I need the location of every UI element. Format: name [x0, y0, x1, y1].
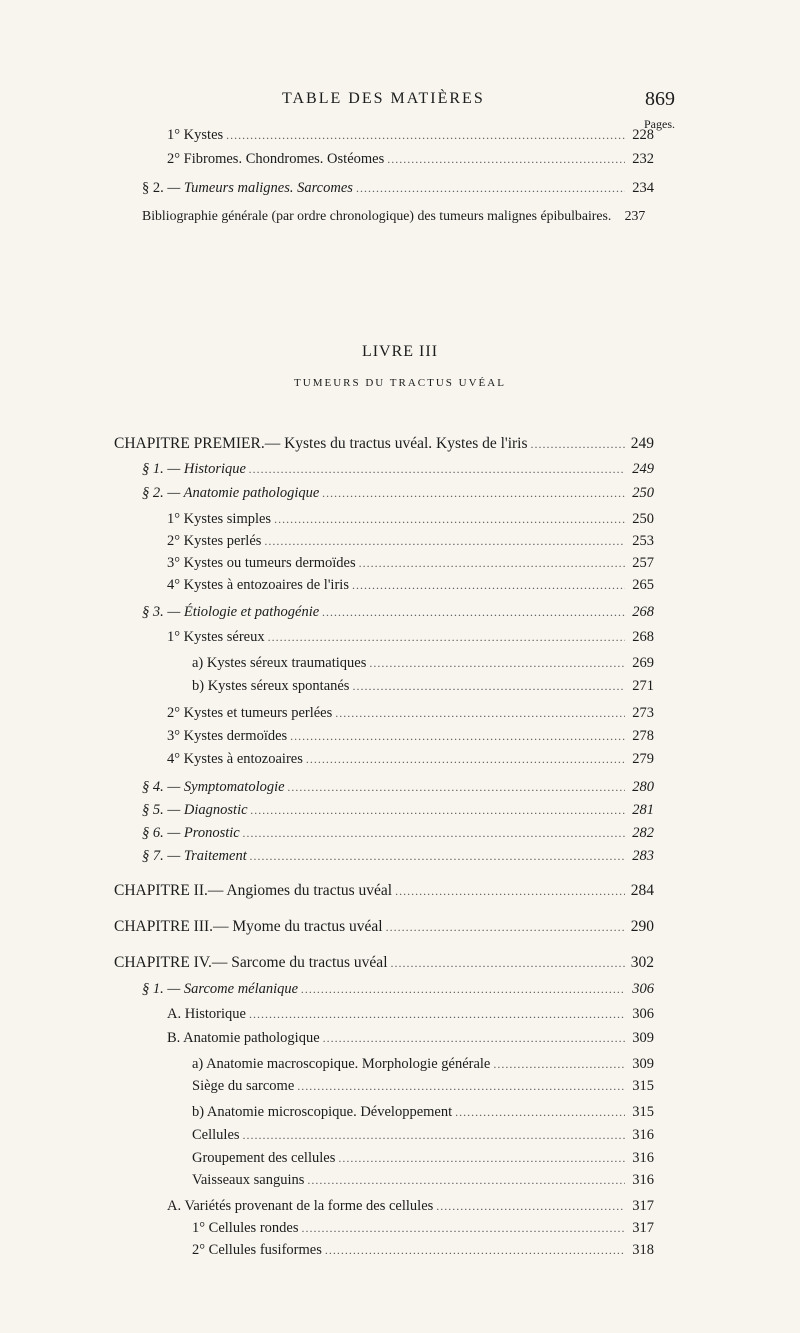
toc-entry-page: 250	[632, 485, 654, 501]
toc-entry-page: 253	[632, 533, 654, 549]
toc-entry-label: 3° Kystes ou tumeurs dermoïdes	[167, 555, 356, 571]
leader-dots	[369, 656, 625, 671]
leader-dots	[250, 849, 625, 864]
toc-entry-page: 317	[632, 1220, 654, 1236]
page-number: 869	[645, 88, 675, 110]
toc-entry-page: 315	[632, 1104, 654, 1120]
toc-entry-label: 2° Cellules fusiformes	[192, 1242, 322, 1258]
leader-dots	[264, 534, 625, 549]
toc-entry	[192, 1056, 654, 1073]
toc-entry-page: 316	[632, 1127, 654, 1143]
toc-entry-label: A. Historique	[167, 1006, 246, 1022]
toc-entry-page: 249	[632, 461, 654, 477]
toc-entry-label: CHAPITRE III.— Myome du tractus uvéal	[114, 918, 383, 935]
toc-entry-label: a) Anatomie macroscopique. Morphologie générale	[192, 1056, 491, 1072]
toc-entry-label: 1° Kystes	[167, 127, 224, 143]
leader-dots	[249, 1007, 625, 1022]
section-entry	[142, 461, 654, 478]
toc-entry	[167, 555, 654, 572]
toc-entry-page: 228	[632, 127, 654, 143]
toc-entry-label: 4° Kystes à entozoaires de l'iris	[167, 577, 349, 593]
leader-dots	[301, 982, 625, 997]
toc-entry-page: 281	[632, 802, 654, 818]
toc-entry	[192, 1104, 654, 1121]
toc-entry-page: 237	[624, 208, 646, 223]
toc-entry	[167, 577, 654, 594]
leader-dots	[359, 556, 625, 571]
leader-dots	[455, 1105, 625, 1120]
toc-entry-page: 318	[632, 1242, 654, 1258]
leader-dots	[531, 437, 625, 452]
toc-entry-page: 306	[632, 1006, 654, 1022]
leader-dots	[352, 679, 625, 694]
toc-entry-label: CHAPITRE II.— Angiomes du tractus uvéal	[114, 882, 393, 899]
page-header	[0, 88, 800, 112]
running-title: TABLE DES MATIÈRES	[282, 90, 485, 107]
toc-entry	[167, 151, 654, 168]
toc-entry	[167, 751, 654, 768]
toc-entry-label: § 1. — Sarcome mélanique	[142, 981, 299, 997]
toc-entry-label: § 4. — Symptomatologie	[142, 779, 285, 795]
toc-entry-page: 249	[630, 435, 654, 452]
leader-dots	[297, 1079, 625, 1094]
toc-entry	[192, 655, 654, 672]
toc-entry-page: 309	[632, 1030, 654, 1046]
toc-entry-page: 268	[632, 629, 654, 645]
toc-entry-label	[142, 180, 353, 197]
leader-dots	[268, 630, 625, 645]
book-title: LIVRE III	[361, 343, 439, 360]
book-subtitle: TUMEURS DU TRACTUS UVÉAL	[294, 377, 506, 389]
leader-dots	[493, 1057, 625, 1072]
toc-entry-page: 269	[632, 655, 654, 671]
toc-entry-label: a) Kystes séreux traumatiques	[192, 655, 367, 671]
toc-entry-label: 1° Kystes simples	[167, 511, 272, 527]
toc-entry	[192, 1150, 654, 1167]
toc-entry-page: 290	[630, 918, 654, 935]
toc-entry	[167, 705, 654, 722]
section-entry	[142, 825, 654, 842]
pages-column-label: Pages.	[644, 117, 675, 131]
section-entry	[142, 604, 654, 621]
toc-entry-page: 257	[632, 555, 654, 571]
leader-dots	[226, 128, 625, 143]
section-entry	[142, 981, 654, 998]
toc-entry-page: 280	[632, 779, 654, 795]
toc-entry-label: 1° Cellules rondes	[192, 1220, 299, 1236]
toc-entry	[192, 1078, 654, 1095]
toc-entry-page: 232	[632, 151, 654, 167]
leader-dots	[436, 1199, 625, 1214]
toc-entry-label: § 1. — Historique	[142, 461, 246, 477]
toc-entry-page: 250	[632, 511, 654, 527]
leader-dots	[386, 920, 625, 935]
leader-dots	[249, 462, 625, 477]
toc-entry-page: 315	[632, 1078, 654, 1094]
toc-entry	[167, 629, 654, 646]
chapter-entry	[114, 918, 654, 936]
toc-entry-label: 3° Kystes dermoïdes	[167, 728, 288, 744]
leader-dots	[322, 486, 625, 501]
section-title: — Tumeurs malignes. Sarcomes	[167, 180, 353, 196]
toc-entry-label: B. Anatomie pathologique	[167, 1030, 320, 1046]
toc-entry-page: 271	[632, 678, 654, 694]
toc-entry-label: § 6. — Pronostic	[142, 825, 240, 841]
section-entry	[142, 485, 654, 502]
toc-entry	[192, 678, 654, 695]
toc-entry	[167, 511, 654, 528]
chapter-entry	[114, 435, 654, 453]
leader-dots	[322, 605, 625, 620]
toc-entry	[167, 728, 654, 745]
leader-dots	[290, 729, 625, 744]
toc-entry-label: Groupement des cellules	[192, 1150, 336, 1166]
toc-entry-label: § 3. — Étiologie et pathogénie	[142, 604, 320, 620]
toc-entry-label: CHAPITRE IV.— Sarcome du tractus uvéal	[114, 954, 388, 971]
toc-entry-label: Bibliographie générale (par ordre chronologique) des tumeurs malignes épibulbaires.	[142, 208, 612, 223]
toc-entry-label: 1° Kystes séreux	[167, 629, 265, 645]
leader-dots	[301, 1221, 625, 1236]
chapter-entry	[114, 882, 654, 900]
toc-entry	[167, 1006, 654, 1023]
chapter-entry	[114, 954, 654, 972]
toc-entry-label: § 5. — Diagnostic	[142, 802, 248, 818]
toc-entry-label: b) Kystes séreux spontanés	[192, 678, 350, 694]
toc-entry-page: 316	[632, 1172, 654, 1188]
leader-dots	[323, 1031, 625, 1046]
toc-entry	[192, 1220, 654, 1237]
leader-dots	[243, 826, 625, 841]
toc-entry-label: CHAPITRE PREMIER.— Kystes du tractus uvéal. Kystes de l'iris	[114, 435, 528, 452]
toc-entry-page: 316	[632, 1150, 654, 1166]
toc-entry-label: A. Variétés provenant de la forme des cellules	[167, 1198, 434, 1214]
leader-dots	[274, 512, 625, 527]
leader-dots	[288, 780, 625, 795]
toc-entry-label: 2° Kystes et tumeurs perlées	[167, 705, 333, 721]
toc-entry	[167, 533, 654, 550]
section-entry	[142, 779, 654, 796]
toc-entry-page: 317	[632, 1198, 654, 1214]
leader-dots	[325, 1243, 625, 1258]
toc-entry	[192, 1127, 654, 1144]
toc-entry-label: 2° Fibromes. Chondromes. Ostéomes	[167, 151, 385, 167]
leader-dots	[356, 181, 625, 196]
leader-dots	[335, 706, 625, 721]
toc-entry-page: 302	[630, 954, 654, 971]
section-number: § 2.	[142, 180, 164, 196]
section-entry	[142, 802, 654, 819]
leader-dots	[307, 1173, 625, 1188]
toc-entry-page: 273	[632, 705, 654, 721]
leader-dots	[338, 1151, 625, 1166]
toc-entry-page: 283	[632, 848, 654, 864]
toc-entry-page: 268	[632, 604, 654, 620]
toc-entry	[167, 127, 654, 144]
toc-entry-label: b) Anatomie microscopique. Développement	[192, 1104, 453, 1120]
toc-entry-page: 279	[632, 751, 654, 767]
leader-dots	[387, 152, 625, 167]
toc-entry-page: 265	[632, 577, 654, 593]
toc-entry-label: Siège du sarcome	[192, 1078, 295, 1094]
toc-entry	[192, 1242, 654, 1259]
toc-entry-page: 306	[632, 981, 654, 997]
leader-dots	[391, 956, 626, 971]
toc-entry	[142, 180, 654, 197]
toc-entry	[142, 208, 654, 224]
toc-entry	[167, 1198, 654, 1215]
toc-entry-label: Vaisseaux sanguins	[192, 1172, 305, 1188]
toc-entry	[192, 1172, 654, 1189]
toc-entry-page: 234	[632, 180, 654, 196]
section-entry	[142, 848, 654, 865]
toc-entry-page: 309	[632, 1056, 654, 1072]
toc-entry-page: 282	[632, 825, 654, 841]
leader-dots	[306, 752, 625, 767]
toc-entry-page: 278	[632, 728, 654, 744]
toc-entry	[167, 1030, 654, 1047]
leader-dots	[243, 1128, 625, 1143]
toc-entry-label: § 2. — Anatomie pathologique	[142, 485, 320, 501]
toc-entry-label: Cellules	[192, 1127, 240, 1143]
toc-entry-label: 4° Kystes à entozoaires	[167, 751, 303, 767]
toc-entry-label: 2° Kystes perlés	[167, 533, 262, 549]
leader-dots	[251, 803, 625, 818]
toc-entry-label: § 7. — Traitement	[142, 848, 247, 864]
leader-dots	[395, 884, 625, 899]
toc-entry-page: 284	[630, 882, 654, 899]
leader-dots	[352, 578, 625, 593]
